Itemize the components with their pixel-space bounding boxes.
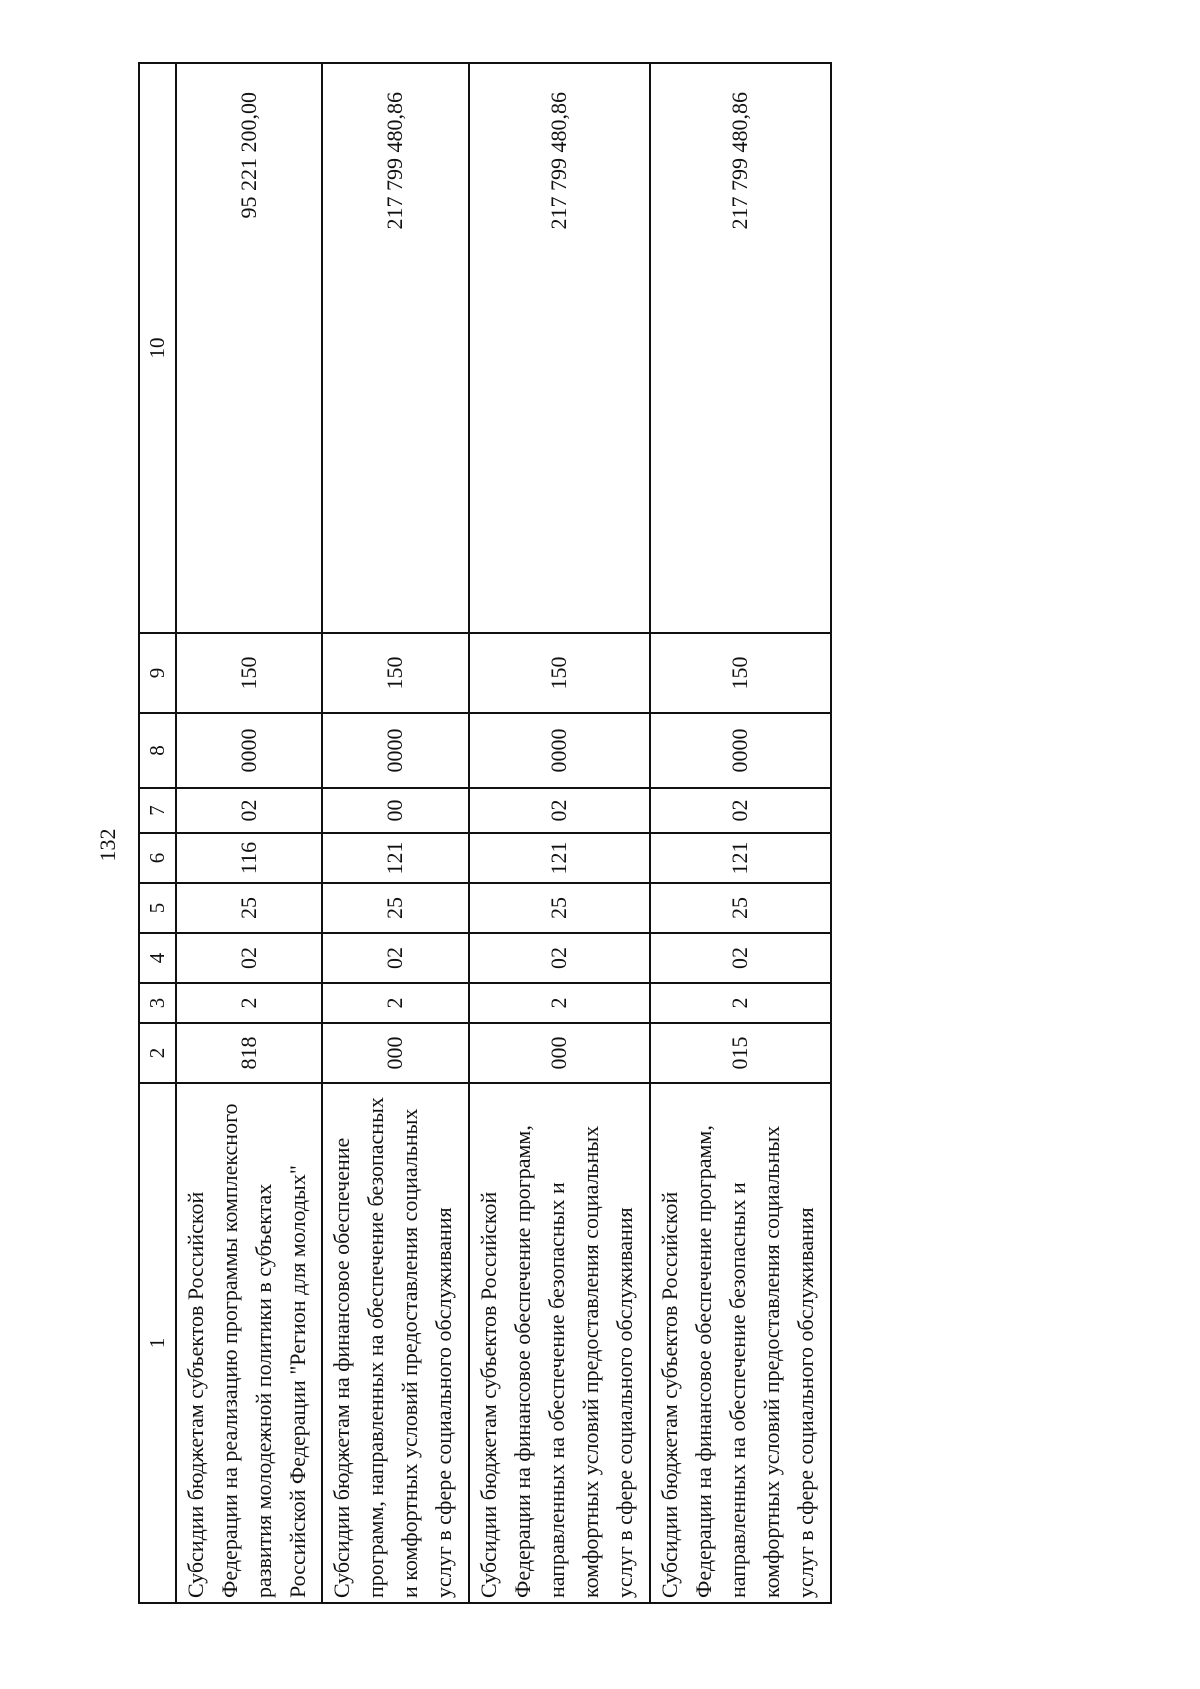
header-cell-5: 5 [139, 883, 176, 933]
row-code-col7: 02 [650, 788, 831, 833]
row-description: Субсидии бюджетам на финансовое обеспечение программ, направленных на обеспечение безопасных и комфортных условий предоставления социальных услуг в сфере социального обслуживания [322, 1083, 468, 1603]
row-amount: 217 799 480,86 [650, 63, 831, 633]
header-cell-8: 8 [139, 713, 176, 788]
row-code-col8: 0000 [322, 713, 468, 788]
row-code-col2: 000 [469, 1023, 650, 1083]
header-cell-3: 3 [139, 983, 176, 1023]
table-header-row [139, 63, 176, 1603]
table-row [322, 63, 468, 1603]
header-cell-6: 6 [139, 833, 176, 883]
row-code-col3: 2 [650, 983, 831, 1023]
row-code-col9: 150 [650, 633, 831, 713]
row-code-col4: 02 [176, 933, 322, 983]
row-code-col5: 25 [176, 883, 322, 933]
row-code-col6: 121 [650, 833, 831, 883]
row-description: Субсидии бюджетам субъектов Российской Федерации на финансовое обеспечение программ, направленных на обеспечение безопасных и комфортных условий предоставления социальных услуг в сфере социального обслуживания [650, 1083, 831, 1603]
row-code-col9: 150 [469, 633, 650, 713]
header-cell-9: 9 [139, 633, 176, 713]
header-cell-10: 10 [139, 63, 176, 633]
table-row [176, 63, 322, 1603]
header-cell-7: 7 [139, 788, 176, 833]
budget-table [138, 62, 832, 1604]
row-code-col7: 00 [322, 788, 468, 833]
header-cell-1: 1 [139, 1083, 176, 1603]
row-code-col6: 116 [176, 833, 322, 883]
row-description: Субсидии бюджетам субъектов Российской Федерации на финансовое обеспечение программ, направленных на обеспечение безопасных и комфортных условий предоставления социальных услуг в сфере социального обслуживания [469, 1083, 650, 1603]
table-row [650, 63, 831, 1603]
header-cell-2: 2 [139, 1023, 176, 1083]
row-code-col3: 2 [322, 983, 468, 1023]
row-code-col8: 0000 [469, 713, 650, 788]
page-number: 132 [95, 828, 120, 862]
row-code-col4: 02 [322, 933, 468, 983]
row-code-col3: 2 [469, 983, 650, 1023]
row-code-col9: 150 [322, 633, 468, 713]
row-code-col5: 25 [650, 883, 831, 933]
table-row [469, 63, 650, 1603]
row-code-col2: 015 [650, 1023, 831, 1083]
row-code-col6: 121 [322, 833, 468, 883]
row-code-col8: 0000 [176, 713, 322, 788]
row-code-col8: 0000 [650, 713, 831, 788]
row-amount: 95 221 200,00 [176, 63, 322, 633]
row-code-col7: 02 [469, 788, 650, 833]
row-code-col4: 02 [469, 933, 650, 983]
row-code-col5: 25 [469, 883, 650, 933]
row-code-col3: 2 [176, 983, 322, 1023]
row-code-col2: 818 [176, 1023, 322, 1083]
row-code-col7: 02 [176, 788, 322, 833]
rotated-table-container [138, 64, 832, 1604]
row-description: Субсидии бюджетам субъектов Российской Федерации на реализацию программы комплексного развития молодежной политики в субъектах Российской Федерации "Регион для молодых" [176, 1083, 322, 1603]
row-code-col6: 121 [469, 833, 650, 883]
row-code-col4: 02 [650, 933, 831, 983]
row-amount: 217 799 480,86 [469, 63, 650, 633]
row-code-col2: 000 [322, 1023, 468, 1083]
row-code-col5: 25 [322, 883, 468, 933]
row-amount: 217 799 480,86 [322, 63, 468, 633]
row-code-col9: 150 [176, 633, 322, 713]
header-cell-4: 4 [139, 933, 176, 983]
